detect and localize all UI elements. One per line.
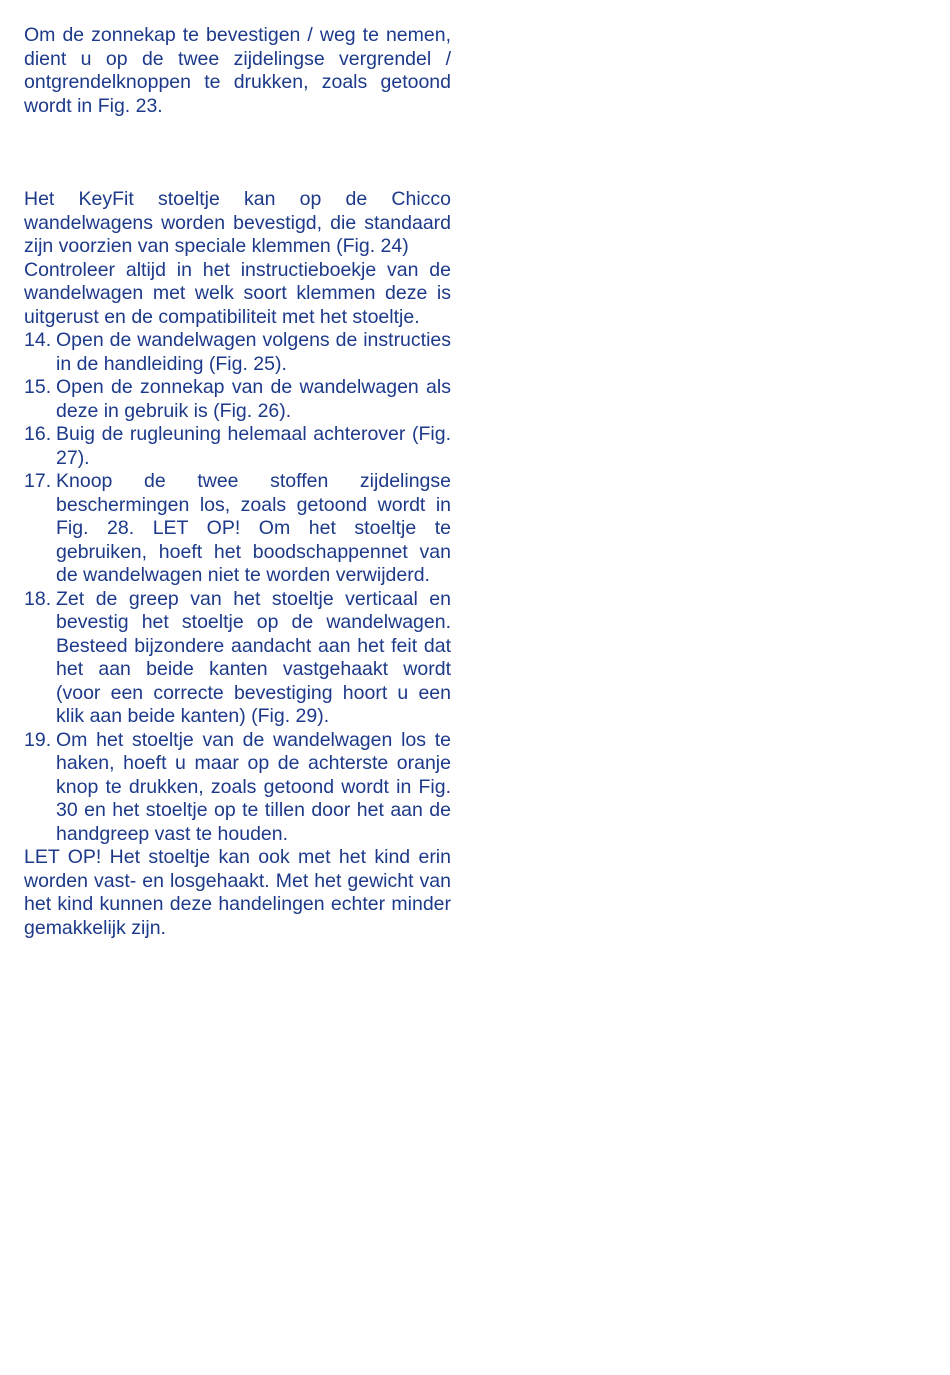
step-15 bbox=[24, 376, 451, 423]
step-text: Om het stoeltje van de wandelwagen los te haken, hoeft u maar op de achterste oranje knop te drukken, zoals getoond wordt in Fig. 30 en het stoeltje op te tillen door het aan de handgreep vast te houden. bbox=[56, 728, 451, 845]
instruction-steps bbox=[24, 329, 451, 846]
text-column bbox=[24, 24, 451, 940]
step-number: 17. bbox=[24, 470, 52, 492]
step-14 bbox=[24, 329, 451, 376]
step-18 bbox=[24, 588, 451, 729]
step-number: 14. bbox=[24, 329, 52, 351]
step-number: 16. bbox=[24, 423, 52, 445]
step-number: 15. bbox=[24, 376, 52, 398]
intro-paragraph: Om de zonnekap te bevestigen / weg te nemen, dient u op de twee zijdelingse vergrendel / ontgrendelknoppen te drukken, zoals getoond wordt in Fig. 23. bbox=[24, 24, 451, 117]
step-19 bbox=[24, 729, 451, 847]
warning-note: LET OP! Het stoeltje kan ook met het kind erin worden vast- en losgehaakt. Met het gewicht van het kind kunnen deze handelingen echter minder gemakkelijk zijn. bbox=[24, 846, 451, 939]
step-text: Knoop de twee stoffen zijdelingse beschermingen los, zoals getoond wordt in Fig. 28. LET OP! Om het stoeltje te gebruiken, hoeft het boodschappennet van de wandelwagen niet te worden verwijderd. bbox=[56, 470, 451, 586]
stroller-compat-paragraph: Het KeyFit stoeltje kan op de Chicco wandelwagens worden bevestigd, die standaard zijn voorzien van speciale klemmen (Fig. 24) bbox=[24, 188, 451, 257]
step-text: Zet de greep van het stoeltje verticaal en bevestig het stoeltje op de wandelwagen. Besteed bijzondere aandacht aan het feit dat het aan beide kanten vastgehaakt wordt (voor een correcte bevestiging hoort u een klik aan beide kanten) (Fig. 29). bbox=[56, 587, 451, 727]
step-16 bbox=[24, 423, 451, 470]
step-text: Open de wandelwagen volgens de instructies in de handleiding (Fig. 25). bbox=[56, 329, 451, 375]
step-number: 18. bbox=[24, 587, 52, 610]
step-17 bbox=[24, 470, 451, 588]
step-text: Buig de rugleuning helemaal achterover (Fig. 27). bbox=[56, 423, 451, 469]
step-text: Open de zonnekap van de wandelwagen als deze in gebruik is (Fig. 26). bbox=[56, 376, 451, 422]
check-manual-paragraph: Controleer altijd in het instructieboekje van de wandelwagen met welk soort klemmen deze is uitgerust en de compatibiliteit met het stoeltje. bbox=[24, 258, 451, 328]
step-number: 19. bbox=[24, 728, 52, 751]
section-spacer bbox=[24, 118, 451, 188]
